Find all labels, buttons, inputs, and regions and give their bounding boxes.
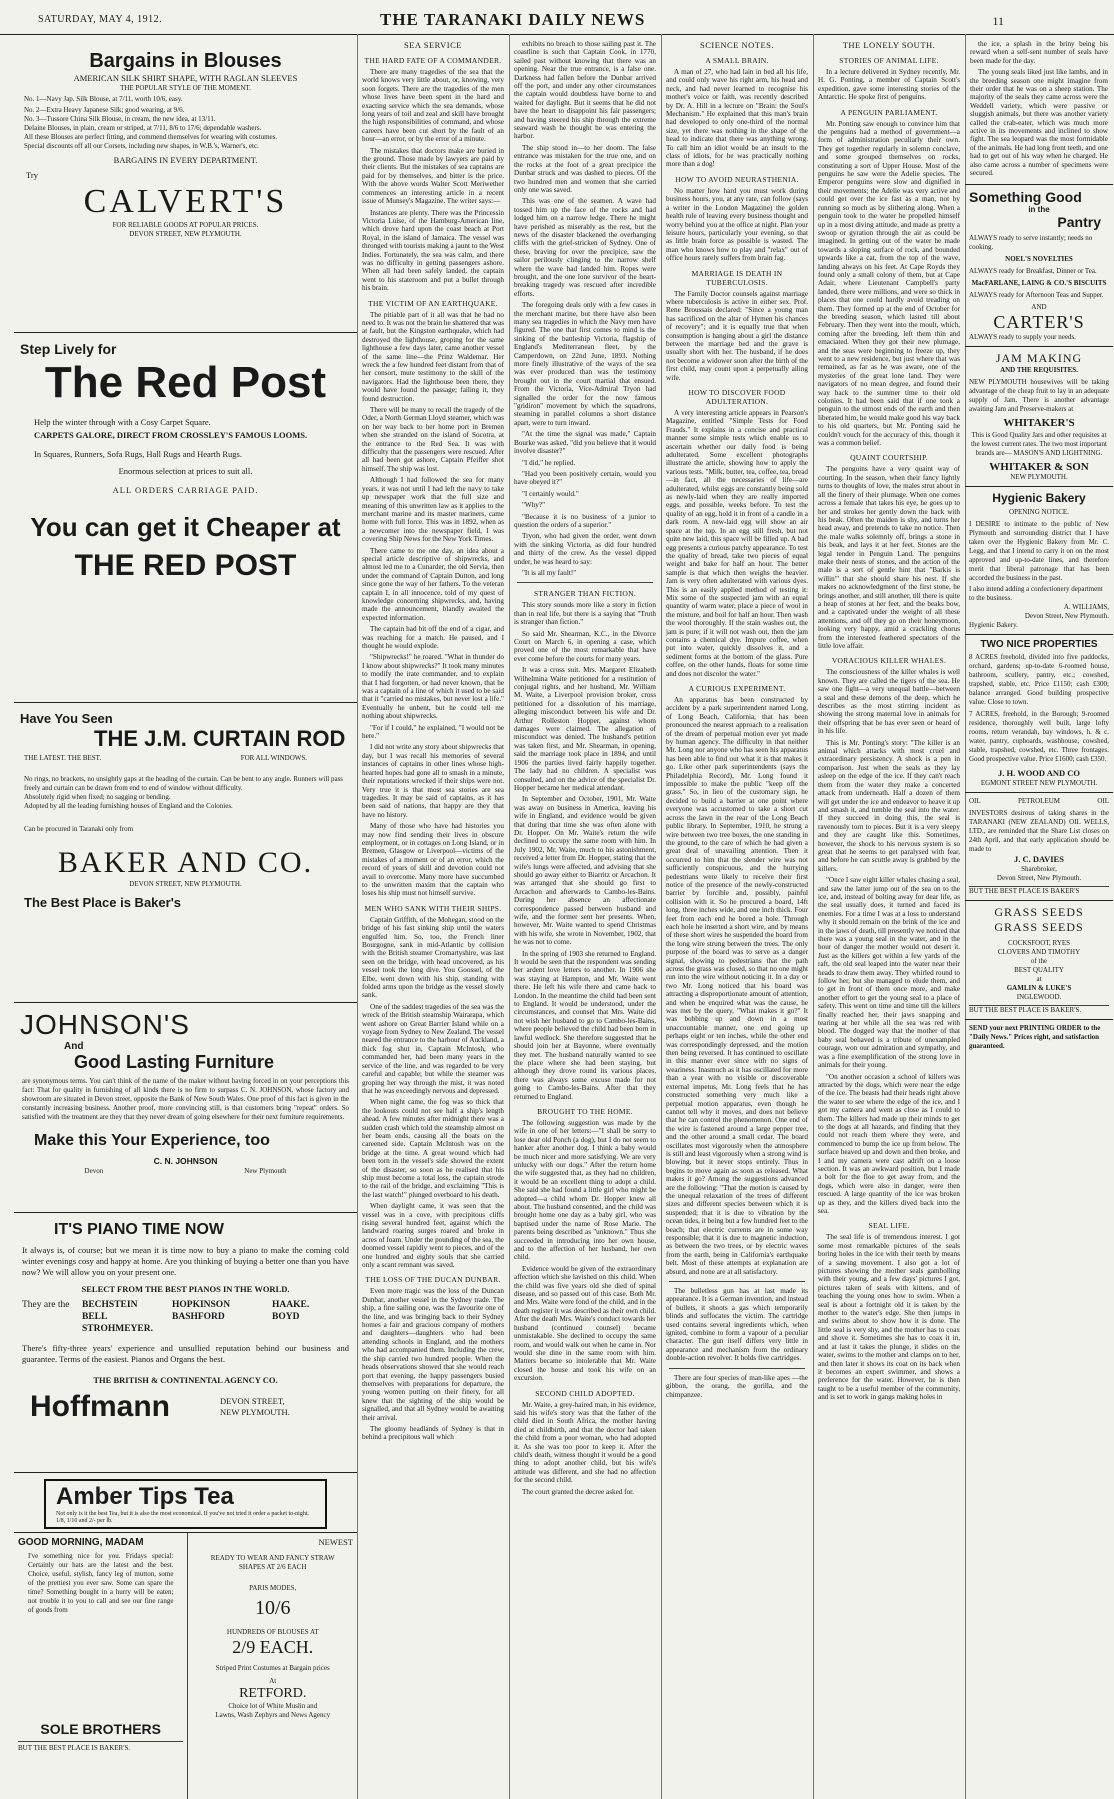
good-morning-head: GOOD MORNING, MADAM: [18, 1537, 144, 1548]
bakery-text-2: I also intend adding a confectionery department to the business.: [969, 584, 1103, 602]
johnson-and: And: [64, 1041, 84, 1052]
article-paragraph: This was one of the seamen. A wave had tossed him up the face of the rocks and had lodged him on a narrow ledge. There he might have perished as miserably as the rest, but the news of the disaster blackened the overhanging cliffs with the grief-stricken of Sydney. One of these, braving for over the precipice, saw the sailor perilously clinging to the narrow shelf where the wave had landed him. Ropes were brought, and the one lone survivor of the heart-breaking tragedy was rescued after incredible efforts.: [514, 197, 656, 298]
red-post-ad: [14, 332, 357, 703]
blouses-heading: Bargains in Blouses: [89, 50, 282, 72]
baker-tagline: The Best Place is Baker's: [24, 895, 182, 910]
grass-line-4: BEST QUALITY: [1014, 965, 1064, 974]
red-post-text-5: ALL ORDERS CARRIAGE PAID.: [112, 485, 259, 495]
whitaker-address: NEW PLYMOUTH.: [1010, 472, 1068, 481]
blouses-line-3: No. 3—Tussore China Silk Blouse, in cream, the new idea, at 13/11.: [24, 115, 216, 123]
grass-footer: BUT THE BEST PLACE IS BAKER'S.: [969, 1005, 1109, 1015]
blouses-try: Try: [26, 170, 38, 180]
calverts-line-1: FOR RELIABLE GOODS AT POPULAR PRICES.: [112, 221, 259, 229]
sole-brothers-brand: SOLE BROTHERS: [40, 1721, 161, 1737]
baker-address: DEVON STREET, NEW PLYMOUTH.: [129, 880, 242, 888]
gamlin-luke-brand: GAMLIN & LUKE'S: [1006, 983, 1072, 992]
jam-making-ad: [965, 346, 1113, 486]
red-post-text-1: Help the winter through with a Cosy Carpet Square.: [34, 417, 211, 427]
pantry-line-6: AND: [1031, 302, 1047, 311]
pantry-line-2: NOEL'S NOVELTIES: [1005, 254, 1073, 263]
column-small-ads: [965, 34, 1113, 1799]
article-paragraph: The Family Doctor counsels against marriage where tuberculosis is active in either sex. Prof. Rene Broussais declared: "Since a young man has sacrificed on the altar of Hymen his chances of recovery"; and it is equally true that when consumption is hanging about a girl the distance between the marriage bed and the grave is usually short with her. The husband, if he does not become a widower soon after the birth of the first child, may count upon a perpetually ailing wife.: [666, 289, 808, 382]
article-paragraph: In September and October, 1901, Mr. Waite was away on business in America, leaving his wife in England, and evidence would be given that during that time she was often alone with Dr. Hopper. On Mr. Waite's return the wife declined to occupy the same room with him. In July 1902, Mr. Waite, much to his astonishment, received a letter from Dr. Hopper, stating that the wife's lungs were affected, and advising that she should go away either to Biarritz or Arcachon. It was arranged that she should go first to Arcachon and afterwards to Cambo-les-Bains. During her absence an affectionate correspondence passed between husband and wife, and the former sent her presents. When, however, Mr. Waite wanted to spend Christmas with his wife, she wrote in November, 1902, that he was not to come.: [514, 795, 656, 947]
article-paragraph: Although I had followed the sea for many years, it was not until I had left the navy to take up newspaper work that the full size and meaning of this unwritten law as it applies to the merchant marine and its master mariners, came home with full force. This was in 1892, when as a newcomer into the newspaper field, I was covering Ship News for the New York Times.: [362, 476, 504, 544]
article-paragraph: The mistakes that doctors make are buried in the ground. Those made by lawyers are paid by their clients. But the mistakes of sea captains are paid for by themselves, and bitter is the price. With the above words Walter Scott Meriwether commences an interesting article in a recent issue of Munsey's Magazine. The writer says:—: [362, 146, 504, 206]
curtain-head: Have You Seen: [20, 711, 113, 726]
piano-maker: STROHMEYER.: [82, 1324, 153, 1334]
bakery-owner: A. WILLIAMS,: [1063, 602, 1109, 611]
article-paragraph: "Had you been positively certain, would you have obeyed it?": [514, 469, 656, 487]
jh-wood-address: EGMONT STREET NEW PLYMOUTH.: [980, 778, 1098, 787]
article-title: HOW TO DISCOVER FOOD ADULTERATION.: [688, 388, 786, 406]
divider: [669, 1368, 805, 1369]
article-title: MEN WHO SANK WITH THEIR SHIPS.: [364, 903, 502, 913]
ad-column: [14, 34, 358, 1799]
red-post-text-3: In Squares, Runners, Sofa Rugs, Hall Rugs and Hearth Rugs.: [34, 449, 242, 459]
article-paragraph: Many of those who have had histories you may now find sending their lives in obscure employment, or in cottages on Long Island, or in Bremen, Glasgow or Liverpool—victims of the mistakes of a moment or of an error, which the record of years of skill and devotion could not avail to overcome. Many more have succumbed to the unwritten maxim that the captain who loses his ship must not himself survive.: [362, 822, 504, 898]
baker-brand: BAKER AND CO.: [57, 846, 314, 879]
newest-text-3: HUNDREDS OF BLOUSES AT: [226, 1628, 319, 1636]
article-paragraph: "I did," he replied.: [522, 458, 576, 467]
article-paragraph: When night came, the fog was so thick that the lookouts could not see half a ship's length ahead. A few minutes after midnight there was a sudden crash which told the steamship almost on her beam ends, causing all the boats on the careened side. Captain McIntosh was on the bridge at the time. A great wound which had been torn in the vessel's side showed the extent of the disaster, so soon as he realised that his ship must become a total loss, the captain strode to the rail of the bridge, and exclaiming "This is the last watch!" plunged overboard to his death.: [362, 1098, 504, 1199]
property-2: 7 ACRES, freehold, in the Borough; 9-roomed residence, thoroughly well built, large lofty rooms, return verandah, bay windows, h. & c. water, pantry, cupboards, washhouse, cowshed, stable, trapshed, cowshed, etc. Three frontages. Good prospective value. Price £1600; cash £350.: [969, 709, 1109, 763]
good-morning-text: I've something nice for you. Fridays special: Certainly our hats are the latest and the best. Choice, useful, stylish, fancy leg of mutton, some of the prettiest you ever saw. Some can spare the time? Something bought in a hurry will be eaten; not trouble it to you to call and see our fine range of goods from: [28, 1552, 174, 1614]
article-paragraph: the ice, a splash in the briny being his reward when a self-sent number of seals have been made for the day.: [970, 40, 1108, 65]
printing-ad: [965, 1019, 1113, 1055]
johnson-owner: C. N. JOHNSON: [153, 1156, 218, 1166]
article-paragraph: Mr. Ponting saw enough to convince him that the penguins had a method of government—a form of administration peculiarly their own. They get together regularly in solemn conclave, and some grouped themselves on rocks, constituting a sort of Upper House. Most of the penguins he saw were the Adelie species. The Emperor penguins were slow and dignified in their movements; the Adelie was very active and could get over the ice fast as a man, not by running so much as by slithering along. When a penguin took to the water he propelled himself up in a most diving attitude, and made as pretty a swoop or gyration through the air as could be imagined. In getting out of the water he made towards a sloping surface of rock, and bounded upwards like a cat, from the top of the wave, landing always on his feet. At Cape Royds they found only a small colony of them, but at Cape Adair, where Lieutenant Campbell's party landed, there were millions, and were so thick in places that one could hardly avoid treading on them. They formed up at the end of October for the breeding season, which lasted till about February. Then they went into the moult, which, coming after the breeding, left them thin and emaciated. When they got their new plumage, and the seas were beginning to freeze up, they went to a new residence, but just where that was remained, as far as he was aware, one of the mysteries of the great lone land. They were navigators of no mean degree, and found their way back to the summer time to their old colonies. It had been said that if one took a penguin to the utmost ends of the earth and then liberated him, he would make good his way back to his old quarters, but Mr. Ponting said he couldn't vouch for the accuracy of this, though it was a common belief.: [818, 119, 960, 448]
jam-sub: AND THE REQUISITES.: [1000, 365, 1078, 374]
article-title: HOW TO AVOID NEURASTHENIA.: [675, 174, 799, 184]
whitaker-son: WHITAKER & SON: [989, 460, 1089, 473]
article-paragraph: In a lecture delivered in Sydney recently, Mr. H. G. Ponting, a member of Captain Scott's expedition, gave some interesting stories of the Antarctic. He spoke first of penguins.: [818, 68, 960, 102]
johnson-slogan: Make this Your Experience, too: [34, 1132, 270, 1149]
bakery-head: Hygienic Bakery: [992, 490, 1086, 505]
blouses-line-5: All these Blouses are perfect fitting, and commend themselves for wearing with costumes.: [24, 133, 278, 141]
carters-brand: CARTER'S: [993, 311, 1085, 332]
article-paragraph: "Shipwrecks!" he roared. "What in thunder do I know about shipwrecks?" It took many minutes to modify the irate commander, and to explain that I had forgotten, or had never known, that he was a captain of a line of which it used to be said that it "carried no mistakes, but never lost a life." Eventually he unbent, but he could tell me nothing about shipwrecks.: [362, 653, 504, 721]
bottom-ads-row: [14, 1532, 357, 1799]
newest-text-6: Lawns, Wash Zephyrs and News Agency: [215, 1711, 331, 1719]
piano-select: SELECT FROM THE BEST PIANOS IN THE WORLD.: [81, 1284, 290, 1294]
johnson-name: JOHNSON'S: [20, 1009, 190, 1040]
curtain-text-2: Absolutely rigid when fixed; no sagging or bending.: [24, 793, 171, 801]
grass-line-3: of the: [1030, 956, 1048, 965]
good-morning-footer: BUT THE BEST PLACE IS BAKER'S.: [18, 1741, 183, 1753]
johnson-town-right: New Plymouth: [244, 1167, 287, 1175]
blouses-line-2: No. 2—Extra Heavy Japanese Silk; good wearing, at 9/6.: [24, 106, 185, 114]
article-paragraph: "Because it is no business of a junior to question the orders of a superior.": [514, 512, 656, 529]
piano-company: THE BRITISH & CONTINENTAL AGENCY CO.: [93, 1375, 278, 1385]
newest-text-4: Striped Print Costumes at Bargain prices: [215, 1664, 330, 1672]
jc-davies-address: Devon Street, New Plymouth.: [996, 873, 1082, 882]
article-paragraph: exhibits no breach to those sailing past it. The coastline is such that Captain Cook, in 1770, sailed past without knowing that there was an opening. Near the true entrance, is a false one. Darkness had fallen before the Dunbar arrived off the port, and under any other circumstances the captain would doubtless have borne to and waited for daylight. But it seems that he did not have the heart to disappoint his fair passengers; and having steered his ship through the extreme seaward wash he thought he was entering the harbor.: [514, 40, 656, 141]
article-paragraph: This is Mr. Ponting's story: "The killer is an animal which attacks with most cruel and extraordinary persistency. A shock is a pen in comparison. Just when the seals as they lay asleep on the edge of the ice. If they can't reach them from the water they make a concerted attack from underneath. Half a dozen of them will get under the ice and endeavor to heave it up and smash it, and tumble the seal into the water. If they succeed in doing this, the seal is ravenously torn to pieces. But it is a very sleepy and they are caught like this. Sometimes, however, the shock to his nervous system is so great that he seems to get paralysed with fear, and before he can scuttle away is grabbed by the killers.: [818, 738, 960, 873]
masthead-date: SATURDAY, MAY 4, 1912.: [38, 14, 163, 25]
article-paragraph: No matter how hard you must work during business hours, you, at any rate, can follow (says a writer in the London Magazine) the golden health rule of leaving every business thought and worry behind you at the office at night. Plan your leisure hours, particularly your evening, so that as little brain force as possible is wasted. The man who knows how to play and "relax" out of office hours rarely suffers from brain fag.: [666, 186, 808, 263]
article-title: SEAL LIFE.: [868, 1221, 910, 1231]
column-science-notes: [661, 34, 814, 1799]
article-title: SECOND CHILD ADOPTED.: [535, 1388, 635, 1398]
good-morning-ad: [14, 1533, 188, 1799]
article-paragraph: There came to me one day, an idea about a special article descriptive of shipwrecks, and almost led me to a Cunarder, the old Servia, then under the command of Captain Dutton, and long since gone the way of her fathers. To the veteran captain I, in all innocence, told of my quest of knowledge concerning shipwrecks, and, having made the announcement, blandly awaited the expected information.: [362, 546, 504, 622]
curtain-sub-right: FOR ALL WINDOWS.: [240, 754, 307, 762]
grass-line-7: INGLEWOOD.: [1016, 992, 1062, 1001]
blouses-line-1: No. 1—Navy Jap. Silk Blouse, at 7/11, worth 10/6, easy.: [24, 95, 183, 103]
article-paragraph: When daylight came, it was seen that the vessel was in a cove, with precipitous cliffs rising several hundred feet, against which the landward roaring surges roared and broke in acres of foam. Under the pounding of the sea, the doomed vessel rapidly went to pieces, and of the one hundred and eighty souls that she carried only a scant remnant was saved.: [362, 1202, 504, 1270]
newest-text-2: PARIS MODES,: [249, 1584, 297, 1592]
article-paragraph: The gloomy headlands of Sydney is that in behind a precipitous wall which: [362, 1424, 504, 1442]
jam-text: NEW PLYMOUTH housewives will be taking advantage of the cheap fruit to lay in an adequate supply of Jam. There is another advantage awaiting Jam and Preserve-makers at: [969, 377, 1109, 413]
red-post-slogan-2: THE RED POST: [74, 549, 297, 582]
article-paragraph: The young seals liked just like lambs, and in the breeding season one might imagine from their order that he was on a sheep station. The majority of the seals they came across were the Weddell variety, which were passive or sluggish animals, but there was another variety called the crab-eater, which was much more active in its movements and inclined to show fight. The sea leopard was the most formidable of the animals. He had long front teeth, and one had to get out of his way when he charged. He also came across a number of specimens were secured.: [970, 68, 1108, 178]
printing-text: SEND your next PRINTING ORDER to the "Daily News." Prices right, and satisfaction guaranteed.: [969, 1023, 1101, 1050]
piano-ad: [14, 1212, 357, 1473]
oil-ad: [965, 792, 1113, 900]
jh-wood-brand: J. H. WOOD AND CO: [997, 767, 1081, 778]
grass-line-1: COCKSFOOT, RYES: [1007, 938, 1071, 947]
column-sea-service: [357, 34, 510, 1799]
article-paragraph: "Once I saw eight killer whales chasing a seal, and saw the latter jump out of the sea on to the ice, and, instead of bolting away for dear life, as the seal usually does, it turned and faced its enemies. For a time I was at a loss to understand why it should remain on the brink of the ice and in the jaws of death, till presently we noticed that there was a young seal in the water, and in the hour of danger the mother would not desert it. Just as the killers got within a few yards of the raft, the old seal leaped into the water near their heads to draw them away. They whirled round to follow her, but she managed to elude them, and to get in front of them once more, and make another effort to get the young seal to a place of safety. This went on time and time till the killers finally reached her, their jaws snapping and tearing at her while all the sea was red with blood. The dogged way that the mother of that baby seal behaved is a tribute of unexampled courage, won our admiration and sympathy, and was a fine exemplification of the strong love in animals for their young.: [818, 876, 960, 1070]
grass-seeds-head-1: GRASS SEEDS: [994, 904, 1084, 919]
newest-text-5: Choice lot of White Muslin and: [228, 1702, 318, 1710]
article-paragraph: An apparatus has been constructed by accident by a park superintendent named Long, of Long Beach, California, that has been pronounced the nearest approach to a realisation of the dream of perpetual motion ever yet made by human agency. The difficulty in that neither Mr. Long nor anyone who has seen his apparatus has been able to find out what it is that makes it go. Like other park superintendents (says the Philadelphia Record), Mr. Long found it impossible to make the public "keep off the grass." So, in lieu of the customary sign, he decided to build a barrier at one point where everyone was accustomed to take a short cut across the lawn in the rear of the Long Beach public library. In September, 1910, he strung a wire between two tree boxes, the one standing in the ground, to the care of which he had given a great deal of unavailing attention. Then it occurred to him that the slender wire was not sufficiently conspicuous, and the hurrying pedestrians were likely to receive their first notice of the presence of the newly-constructed barrier by forcible and, possibly, painful collision with it. So he procured a board, 14ft long, three inches wide, and one inch thick. Four feet from each end he bored a hole. Through each hole he inserted a short wire, and by means of these short wires he suspended the board from the long wire strung between the trees. The only purpose of the board was to serve as a danger signal, showing to pedestrians that the path across the grass was closed, so that no one might run into the wire without noticing it. In a day or two Mr. Long noticed that his board was attracting a disproportionate amount of attention, and when he enquired what was the cause, he was met by the query, "What makes it go?" It was bobbing up and down in a most unaccountable manner, one end going up perhaps eight or ten inches, while the other end was correspondingly depressed, and the motion then being reversed. It has continued to oscillate in this manner ever since with no signs of weariness. Inasmuch as it has oscillated for more than a year with no visible or discoverable external impetus, Mr. Long feels that he has constructed something very much like a perpetual motion apparatus, even though he cannot tell why it moves, and does not believe that he can control the phenomenon. One end of the wire is fastened around a large pepper tree, and the other around a small cedar. The board oscillates most vigorously when the atmosphere is still and least vigorously when a strong wind is blowing, but it never stops entirely. Thus in begins to move again as soon as released. What makes it go? Among the suggestions advanced are the following: "That the motion is caused by the unequal relaxation of the trees of different sizes and different species between which it is suspended; that it is due to vibration by the ocean tides, it being but a few hundred feet to the beach; that electric currents are in some way responsible; that it is due to magnetic induction, as between the two trees, or by electric waves from the earth, being in California's earthquake belt. Most of these attempts at explanation are absurd, and none are at all satisfactory.: [666, 696, 808, 1276]
pantry-sub-1: in the: [1028, 204, 1050, 214]
piano-maker: HOPKINSON: [172, 1300, 231, 1310]
calverts-brand: CALVERT'S: [83, 183, 288, 220]
article-paragraph: Even more tragic was the loss of the Duncan Dunbar, another vessel in the Sydney trade. The ship, a fine sailing one, was the favourite one of the line, and was bringing back to their Sydney homes a fair and gracious company of mothers and daughters—daughters who had been attending schools in England, and the mothers who had accompanied them. Including the crew, the ship carried two hundred people. When the heads observations showed that she would reach port that evening, the happy passengers busied themselves with preparations for departure, the young women putting on their finery, for all knew that the sighting of the ship would be signalled, and that all Sydney would be awaiting their arrival.: [362, 1287, 504, 1422]
amber-tea-ad: [14, 1472, 357, 1533]
bakery-text: I DESIRE to intimate to the public of New Plymouth and surrounding district that I have taken over the Hygienic Bakery from Mr. C. Legg, and that I intend to carry it on on the most approved and up-to-date lines, and therefore merit that liberal patronage that has been accorded the business in the past.: [969, 519, 1109, 582]
masthead: [0, 0, 1114, 35]
article-paragraph: It was a cross suit. Mrs. Margaret Elizabeth Wilhelmina Waite petitioned for a restitution of conjugal rights, and her husband, Mr. William M. Waite, a Liverpool provision broker, cross petitioned for a dissolution of his marriage, alleging misconduct between his wife and Dr. Arthur Rolleston Hopper, against whom damages were claimed. The allegation of misconduct was denied. The husband's petition was taken first, and Mr. Shearman, in opening, said the marriage took place in 1894, and until 1906 the parties lived fairly happily together. The lady had no children. A specialist was consulted, and on the advice of the specialist Dr. Hopper became her medical attendant.: [514, 666, 656, 792]
article-title: STORIES OF ANIMAL LIFE.: [839, 56, 939, 65]
bakery-sub: OPENING NOTICE.: [1009, 507, 1069, 516]
masthead-title: THE TARANAKI DAILY NEWS: [380, 10, 646, 29]
column-stranger-than-fiction: [509, 34, 662, 1799]
article-paragraph: Evidence would be given of the extraordinary affection which she lavished on this child. When the child was five years old she died of spinal disease, and so passed out of this case. Both Mr. and Mrs. Waite were fond of the child, and in the death register it was described as their own child. After the death Mrs. Waite's conduct towards her husband (continued counsel) became unmistakable. She declined to occupy the same room, and would walk out when he came in. Nor would she dine in the same room with him. Matters became so intolerable that Mr. Waite closed the house and took his wife on an excursion.: [514, 1264, 656, 1383]
curtain-text-3: Adopted by all the leading furnishing houses of England and the Colonies.: [24, 802, 233, 810]
hoffmann-address-1: DEVON STREET,: [220, 1396, 285, 1406]
piano-maker: BASHFORD: [172, 1312, 225, 1322]
grass-line-2: CLOVERS AND TIMOTHY: [997, 947, 1081, 956]
article-paragraph: Mr. Waite, a grey-haired man, in his evidence, said his wife's story was that the father of the child died in South Africa, the mother having died at childbirth, and that the doctor had taken the child from a poor woman, who had adopted it. As she was too poor to keep it. After the child's death, witness thought it would be a good thing to adopt another child, but his wife's attitude was different, and she had no affection for the second child.: [514, 1400, 656, 1485]
article-paragraph: The seal life is of tremendous interest. I got some most remarkable pictures of the seals boring holes in the ice with their teeth by means of a sawing movement. I also got a lot of pictures showing the mother seals gambolling with their young, and a few days' pictures I got, pictures taken of seals with kittens, and of teaching the young ones how to swim. When a seal is about a fortnight old it is taken by the mother to the water's edge. She then jumps in and swims about to show how it is done. The little seal is very shy, and the mother has to coax and shove it. Sometimes she has to coax it in, and at last it takes the plunge, it slides on the water, swims to the mother and clamps on to her, and then later it shows its coat on its back when it becomes an expert swimmer, and shows a preference for the water. However, he is then taught to be a useful member of the community, and is set to work in gangs making holes in: [818, 1233, 960, 1402]
article-title: THE LOSS OF THE DUCAN DUNBAR.: [365, 1275, 501, 1285]
piano-maker: BECHSTEIN: [82, 1300, 138, 1310]
article-paragraph: This story sounds more like a story in fiction than in real life, but there is a saying that "Truth is stranger than fiction.": [514, 601, 656, 627]
bakery-address: Devon Street, New Plymouth.: [1024, 611, 1109, 620]
piano-maker: HAAKE.: [272, 1300, 310, 1310]
calverts-line-2: DEVON STREET, NEW PLYMOUTH.: [129, 230, 242, 238]
blouses-subheading-2: THE POPULAR STYLE OF THE MOMENT.: [120, 84, 251, 92]
amber-tea-name: Amber Tips Tea: [56, 1483, 234, 1510]
newest-price-1: 10/6: [254, 1597, 291, 1619]
piano-text: It always is, of course; but we mean it is time now to buy a piano to make the coming cold winter evenings cosy and happy at home. Are you thinking of buying a better one than you have now? We will allow you on your present one.: [22, 1245, 349, 1277]
article-paragraph: The consciousness of the killer whales is well known. They are called the tigers of the sea. He saw one fight—a very unequal battle—between a seal and these demons of the deep, which he describes as the most stirring incident as showing the strong maternal love in animals for their offspring that he has ever seen or heard of in his life.: [818, 668, 960, 736]
properties-ad: [965, 634, 1113, 792]
article-title: THE HARD FATE OF A COMMANDER.: [364, 56, 502, 65]
newest-ad: [188, 1533, 357, 1799]
article-paragraph: The captain had bit off the end of a cigar, and was reaching for a match. He paused, and I thought he would explode.: [362, 625, 504, 650]
blouses-line-6: Special discounts off all our Corsets, including new shapes, in W.B.'s, Warner's, etc.: [24, 142, 259, 150]
oil-footer: BUT THE BEST PLACE IS BAKER'S: [969, 886, 1109, 896]
red-post-text-2: CARPETS GALORE, DIRECT FROM CROSSLEY'S FAMOUS LOOMS.: [34, 430, 308, 440]
johnson-furniture: Good Lasting Furniture: [74, 1052, 274, 1072]
hoffmann-address-2: NEW PLYMOUTH.: [220, 1407, 290, 1417]
amber-tea-tagline: Not only is it the best Tea, but it is also the most economical. If you've not tried it order a packet to-night. 1/8, 1/10 and 2/- per lb.: [56, 1511, 309, 1524]
hoffmann-brand: Hoffmann: [30, 1390, 170, 1423]
piano-maker: BELL: [82, 1312, 108, 1322]
whitakers-brand: WHITAKER'S: [1003, 416, 1075, 429]
oil-word: OIL: [969, 796, 981, 805]
article-paragraph: "For if I could," he explained, "I would not be here.": [362, 723, 504, 741]
grass-seeds-head-2: GRASS SEEDS: [994, 919, 1084, 934]
article-paragraph: Captain Griffith, of the Mohegan, stood on the bridge of his fast sinking ship until the waters engulfed him. So, too, the French liner Bourgogne, sank in mid-Atlantic by collision with the British steamer Cromartyshire, was last seen on the bridge, with head uncovered, as his vessel took the long dive. You Goossel, of the Elbe, went down with his ship, standing with folded arms upon the bridge as the vessel slowly sank.: [362, 915, 504, 1000]
curtain-rod-ad: [14, 702, 357, 1003]
article-paragraph: There will be many to recall the tragedy of the Oder, a North German Lloyd steamer, which was on her way back to her home port in Bremen when she stranded on the island of Socotra, at the entrance to the Red Sea. It was with difficulty that the passengers were rescued. After all had been got ashore, Captain Pfeiffer shot himself. The ship was lost.: [362, 406, 504, 473]
curtain-text-1: No rings, no brackets, no unsightly gaps at the heading of the curtain. Can be bent to any angle. Runners will pass freely and curtain can be drawn from end to end of window without difficulty.: [24, 775, 344, 792]
johnson-text: are synonymous terms. You can't think of the name of the maker without having forced in on your perceptions this fact: That for quality in furnishing of all kinds there is no firm to surpass C. N. JOHNSON, whose factory and showroom are situated in Devon street, opposite the Bank of New South Wales. One proof of this fact is given in the constantly increasing business. Another proof, more convincing still, is that customers bring "repeat" orders. So satisfied with the treatment are they that they never dream of going elsewhere for their next furniture requirements.: [22, 1077, 349, 1121]
retford-brand: RETFORD.: [239, 1686, 307, 1701]
oil-word: OIL: [1097, 796, 1109, 805]
column-heading: THE LONELY SOUTH.: [842, 40, 936, 50]
article-paragraph: There are many tragedies of the sea that the world knows very little about, or, knowing, very soon forgets. There are the tragedies of the men whose lives have been spent in the hard and exacting service which the sea demands, whose long years of toil and zeal and skill have brought the high responsibilities of command, and whose careers have been cut short by the fault of an hour—an error, or by the error of a minute.: [362, 68, 504, 144]
red-post-text-4: Enormous selection at prices to suit all.: [118, 466, 253, 476]
pantry-line-5: ALWAYS ready for Afternoon Teas and Supper.: [969, 290, 1104, 299]
pantry-sub-2: Pantry: [1057, 213, 1101, 230]
article-paragraph: A man of 27, who had lain in bed all his life, and could only wave his right arm, his head and neck, and had never learned to recognise his mother's voice or faith, was recently described by Dr. A. Hill in a lecture on "Brain: the Soul's Mechanism." He explained that this man's brain had developed to only one-third of the normal size, yet there was nothing in the shape of the head to indicate that there was anything wrong. To call him an idiot would be an insult to the class of idiots, for he was practically nothing more than a dog!: [666, 68, 808, 169]
article-paragraph: The foregoing deals only with a few cases in the merchant marine, but there have also been many sea tragedies in which the Navy men have figured. The one that first comes to mind is the sinking of the battleship Victoria, flagship of England's Mediterranean fleet, by the Camperdown, on 22nd June, 1893. Nothing more finely illustrative of the ways of the sea was ever produced than was the testimony brought out in the court martial that ensued. From the Victoria, Vice-Admiral Tryon had signalled the order for the now famous "gridiron" movement by which the squadrons, steaming in parallel columns a short distance apart, were to turn inward.: [514, 301, 656, 427]
curtain-sub-left: THE LATEST. THE BEST.: [24, 754, 102, 762]
oil-text: INVESTORS desirous of taking shares in the TARANAKI (NEW ZEALAND) OIL WELLS, LTD., are reminded that the Share List closes on 24th April, and that early application should be made to: [969, 808, 1109, 853]
article-paragraph: Tryon, who had given the order, went down with the sinking Victoria, as did four hundred and thirty of the crew. As the vessel dipped under, he was heard to say:: [514, 532, 656, 566]
column-heading: SCIENCE NOTES.: [699, 40, 775, 50]
article-paragraph: "On another occasion a school of killers was attracted by the dogs, which were near the edge of the ice. The beasts had their heads right above the water to see where the edge of the ice, and I got my camera and went as close as I could to them. The killers had made up their minds to get to the dogs at all hazards, and finding that they could not reach them where they were, and commenced to bump the ice up from below. The surface heaved up and down and then broke, and I and my camera were cast adrift on a loose section. It was an awkward position, but I made a bolt for the floe to get away from, and the dogs, which were also in danger, were then rescued. A large quantity of the ice was broken up as they, and the killers dived back into the sea.: [818, 1072, 960, 1215]
article-title: THE VICTIM OF AN EARTHQUAKE.: [368, 298, 498, 308]
article-paragraph: I did not write any story about shipwrecks that day, but I was recall his memories of several instances of captains in other lines whose high-hearted hopes had gone all to smash in a minute, their reputations wrecked if their ships were not. Very true it is that most sea stories are sea tragedies. It may be said of captains, as it has been said of nations, that happy are they that have no history.: [362, 743, 504, 819]
curtain-name: THE J.M. CURTAIN ROD: [94, 726, 346, 751]
article-paragraph: Instances are plenty. There was the Princessin Victoria Luise, of the Hamburg-American line, which drove hard upon the coast beach at Port Royal, in the island of Jamaica. The vessel was thronged with tourists making a jaunt to the West Indies. Fortunately, the sea was calm, and there was no difficulty in getting passengers ashore. When all had been safely landed, the captain went to his stateroom and put a bullet through his brain.: [362, 208, 504, 293]
pantry-line-8: ALWAYS ready to supply your needs.: [969, 332, 1076, 341]
piano-they-are: They are the: [22, 1300, 70, 1310]
article-paragraph: "Why?": [522, 501, 546, 510]
blouses-dept: BARGAINS IN EVERY DEPARTMENT.: [113, 155, 258, 165]
article-paragraph: One of the saddest tragedies of the sea was the wreck of the British steamship Wairarapa, which went ashore on Great Barrier Island while on a voyage from Sydney to New Zealand. The vessel neared the entrance to the harbour of Auckland, a thick fog shut in, Captain McIntosh, who commanded her, had been many years in the service of the line, and was regarded to be very careful and capable; but while the steamer was groping her way through the mist, it was noted that he was exceedingly nervous and depressed.: [362, 1002, 504, 1095]
curtain-text-4: Can be procured in Taranaki only from: [24, 825, 134, 833]
piano-maker: BOYD: [272, 1312, 300, 1322]
article-paragraph: "It is all my fault!": [522, 568, 577, 577]
grass-seeds-ad: [965, 900, 1113, 1019]
newest-at: At: [269, 1677, 277, 1685]
jc-davies-role: Sharebroker,: [1021, 864, 1057, 873]
article-paragraph: "At the time the signal was made," Captain Bourke was asked, "did you believe that it would involve disaster?": [514, 430, 656, 456]
article-paragraph: The penguins have a very quaint way of courting. In the season, when their fancy lightly turns to thoughts of love, the males strut about in all the finery of their plumage. When one comes across a female that takes his eye, he goes up to her and strokes her gently down the back with his beak. Often the maiden is shy, and turns her head away, and pretends to take no notice. Then the male walks solemnly off, brings a stone in his beak, and lays it at her feet. Stones are the legal tender in Penguin Land. The penguins make their nests of stones, and the action of the male is a sort of gentle hint that "Barkis is willin'" that she should share his nest. If she makes no acknowledgment of the first stone, he brings another, and still another, till there is quite a heap of stones at her feet, and the beaks bow, and a captivated under the weight of all these attentions, and off they go on their honeymoon, looking very happy, amid a crackling chorus from the interested feathered spectators of the little love affair.: [818, 465, 960, 650]
property-1: 8 ACRES freehold, divided into five paddocks, orchard, gardens; up-to-date 6-roomed house, bathroom, scullery, pantry, etc.; cowshed, trapshed, stable, etc. Price £1150; cash £300; balance arranged. Good building prospective value. Close to town.: [969, 652, 1109, 706]
article-paragraph: The pitiable part of it all was that he had no need to. It was not the brain he shattered that was at fault, but the Kingston earthquake, which had destroyed the lighthouse, groping for the same lighthouse a few days later, came another vessel of the same line—the Prinz Waldemar. Her wreck the a few hundred feet distant from that of her consort, mute testimony to the skill of the navigators. Had the lighthouse been there, they would have found the passage; failing it, they found destruction.: [362, 310, 504, 403]
article-paragraph: "I certainly would.": [522, 489, 579, 498]
properties-head: TWO NICE PROPERTIES: [980, 638, 1098, 650]
johnson-ad: [14, 1002, 357, 1213]
newest-text-1: READY TO WEAR AND FANCY STRAW SHAPES AT 2/6 EACH: [210, 1554, 335, 1571]
grass-line-5: at: [1036, 974, 1042, 983]
petroleum-word: PETROLEUM: [1018, 796, 1060, 805]
pantry-ad: [965, 184, 1113, 346]
page-number: 11: [992, 14, 1004, 28]
divider: [517, 582, 653, 583]
article-paragraph: In the spring of 1903 she returned to England. It would be seen that the respondent was sending her ardent love letters to another. In 1906 she was staying at Hampton, and Mr. Waite went there. He left his wife there and came back to London. In the meantime the child had been sent to England. It would be understood, under the circumstances, and counsel that Mrs. Waite did not wish her husband to go to Cambo-les-Bains, where people believed the child had been born in lawful wedlock. She therefore suggested that he should join her at Bayonne, where eventually they met. The husband naturally wanted to see the place where she had been staying, but although they drove round its various places, there was always some excuse made for not going to Cambo-les-Bains. After that they returned to England.: [514, 949, 656, 1101]
jc-davies-name: J. C. DAVIES: [1014, 853, 1064, 864]
article-paragraph: The following suggestion was made by the wife in one of her letters:—"I shall be sorry to lose dear old Ponch (a dog), but I do not seem to hanker after another dog. I think a baby would be much nicer and more satisfying. We are very unlucky with our dogs." After the return home the wife suggested that, as they had no children, it would be an excellent thing to adopt a child. She said she had found a little girl who might be adopted—a child whom Dr. Hopper knew all about. The husband consented, and the child was brought home one day as a baby girl, who was baptised under the name of Rose Marie. The parents being described as "unknown." Thus she succeeded in introducing into her own house, and to the affection of her husband, her own child.: [514, 1118, 656, 1262]
article-title: A CURIOUS EXPERIMENT.: [688, 684, 786, 693]
article-title: A SMALL BRAIN.: [705, 56, 769, 65]
pantry-line-3: ALWAYS ready for Breakfast, Dinner or Tea.: [969, 266, 1097, 275]
article-title: QUAINT COURTSHIP.: [850, 453, 928, 463]
article-paragraph: There are four species of man-like apes —the gibbon, the orang, the gorilla, and the chimpanzee.: [666, 1373, 808, 1399]
article-paragraph: So said Mr. Shearman, K.C., in the Divorce Court on March 6, in opening a case, which proved one of the most remarkable that have ever come before the courts for many years.: [514, 629, 656, 663]
divider: [669, 1281, 805, 1282]
pantry-line-1: ALWAYS ready to serve instantly; needs no cooking.: [969, 233, 1093, 251]
article-title: VORACIOUS KILLER WHALES.: [831, 656, 947, 666]
bakery-name: Hygienic Bakery.: [969, 620, 1018, 629]
article-title: BROUGHT TO THE HOME.: [537, 1106, 633, 1116]
article-paragraph: The court granted the decree asked for.: [522, 1487, 634, 1496]
newest-price-2: 2/9 EACH.: [232, 1637, 314, 1657]
red-post-headline: Step Lively for: [20, 341, 117, 357]
blouses-ad: [14, 42, 357, 332]
column-lonely-south: [813, 34, 966, 1799]
blouses-subheading: AMERICAN SILK SHIRT SHAPE, WITH RAGLAN SLEEVES: [73, 73, 298, 83]
pantry-line-4: MacFARLANE, LAING & CO.'S BISCUITS: [971, 278, 1107, 287]
article-paragraph: A very interesting article appears in Pearson's Magazine, entitled "Simple Tests for Food Frauds." It explains in a concise and practical manner some simple tests which enable us to ascertain whether our daily food is being adulterated. Some excellent photographs illustrate the article, showing how to apply the various tests. "Milk, butter, tea, coffee, tea, bread—in fact, all the necessaries of life—are adulterated, whilst eggs are constantly being sold as newly-laid when they are really imported eggs, and possible, weeks before. To test the quality of an egg, hold it in front of a candle in a dark room. A new-laid egg will show an air space at the top. In an egg still fresh, but not quite new laid, this space will be filled up. A bad egg presents a curious patchy appearance. To test the quality of bread, take two pieces of equal weight and bake for half an hour. The better sample is that which then weighs the heavier. Jam is very often adulterated with various dyes. This is an easily applied method of testing it: Mix some of the suspected jam with an equal quantity of warm water, place a piece of wool in the mixture, and boil for half an hour. Then wash the wool thoroughly. If the stain washes out, the jam is pure; if it will not wash out, then the jam contains a chemical dye. Impure coffee, when put into water, quickly dissolves it, and a sediment forms at the bottom of the glass. Pure coffee, on the other hands, floats for some time and does not discolor the water.": [666, 409, 808, 678]
jam-head: JAM MAKING: [995, 350, 1083, 365]
piano-text-2: There's fifty-three years' experience and unsullied reputation behind our business and guarantee. Terms of the easiest. Pianos and Organs the best.: [22, 1343, 349, 1364]
blouses-line-4: Delaine Blouses, in plain, cream or striped, at 7/11, 8/6 to 17/6; dependable washers.: [24, 124, 262, 132]
red-post-slogan-1: You can get it Cheaper at: [30, 512, 341, 542]
hygienic-bakery-ad: [965, 486, 1113, 634]
newest-head: NEWEST: [318, 1537, 353, 1547]
article-title: MARRIAGE IS DEATH IN TUBERCULOSIS.: [691, 268, 783, 287]
johnson-town-left: Devon: [84, 1167, 104, 1175]
article-title: STRANGER THAN FICTION.: [533, 589, 637, 599]
column-heading: SEA SERVICE: [404, 40, 462, 50]
piano-head: IT'S PIANO TIME NOW: [54, 1221, 225, 1238]
pantry-head: Something Good: [969, 188, 1082, 205]
article-paragraph: The ship stood in—to her doom. The false entrance was mistaken for the true one, and on the rocks at the foot of a great precipice the Dunbar struck and was dashed to pieces. Of the two hundred men and women that she carried only one was saved.: [514, 143, 656, 194]
red-post-name: The Red Post: [44, 358, 327, 407]
article-title: A PENGUIN PARLIAMENT.: [840, 107, 938, 117]
article-paragraph: The bulletless gun has at last made its appearance. It is a German invention, and instead of bullets, it shoots a gas which temporarily blinds and suffocates the victim. The cartridge used contains several ingredients which, when ignited, combine to form a vapour of a peculiar character. The gun itself differs very little in appearance and mechanism from the ordinary double-action revolver. It holds five cartridges.: [666, 1287, 808, 1363]
jam-text-2: This is Good Quality Jars and other requisites at the lowest current rates. The two most important brands are— MASON'S AND LIGHTNING.: [971, 430, 1107, 457]
